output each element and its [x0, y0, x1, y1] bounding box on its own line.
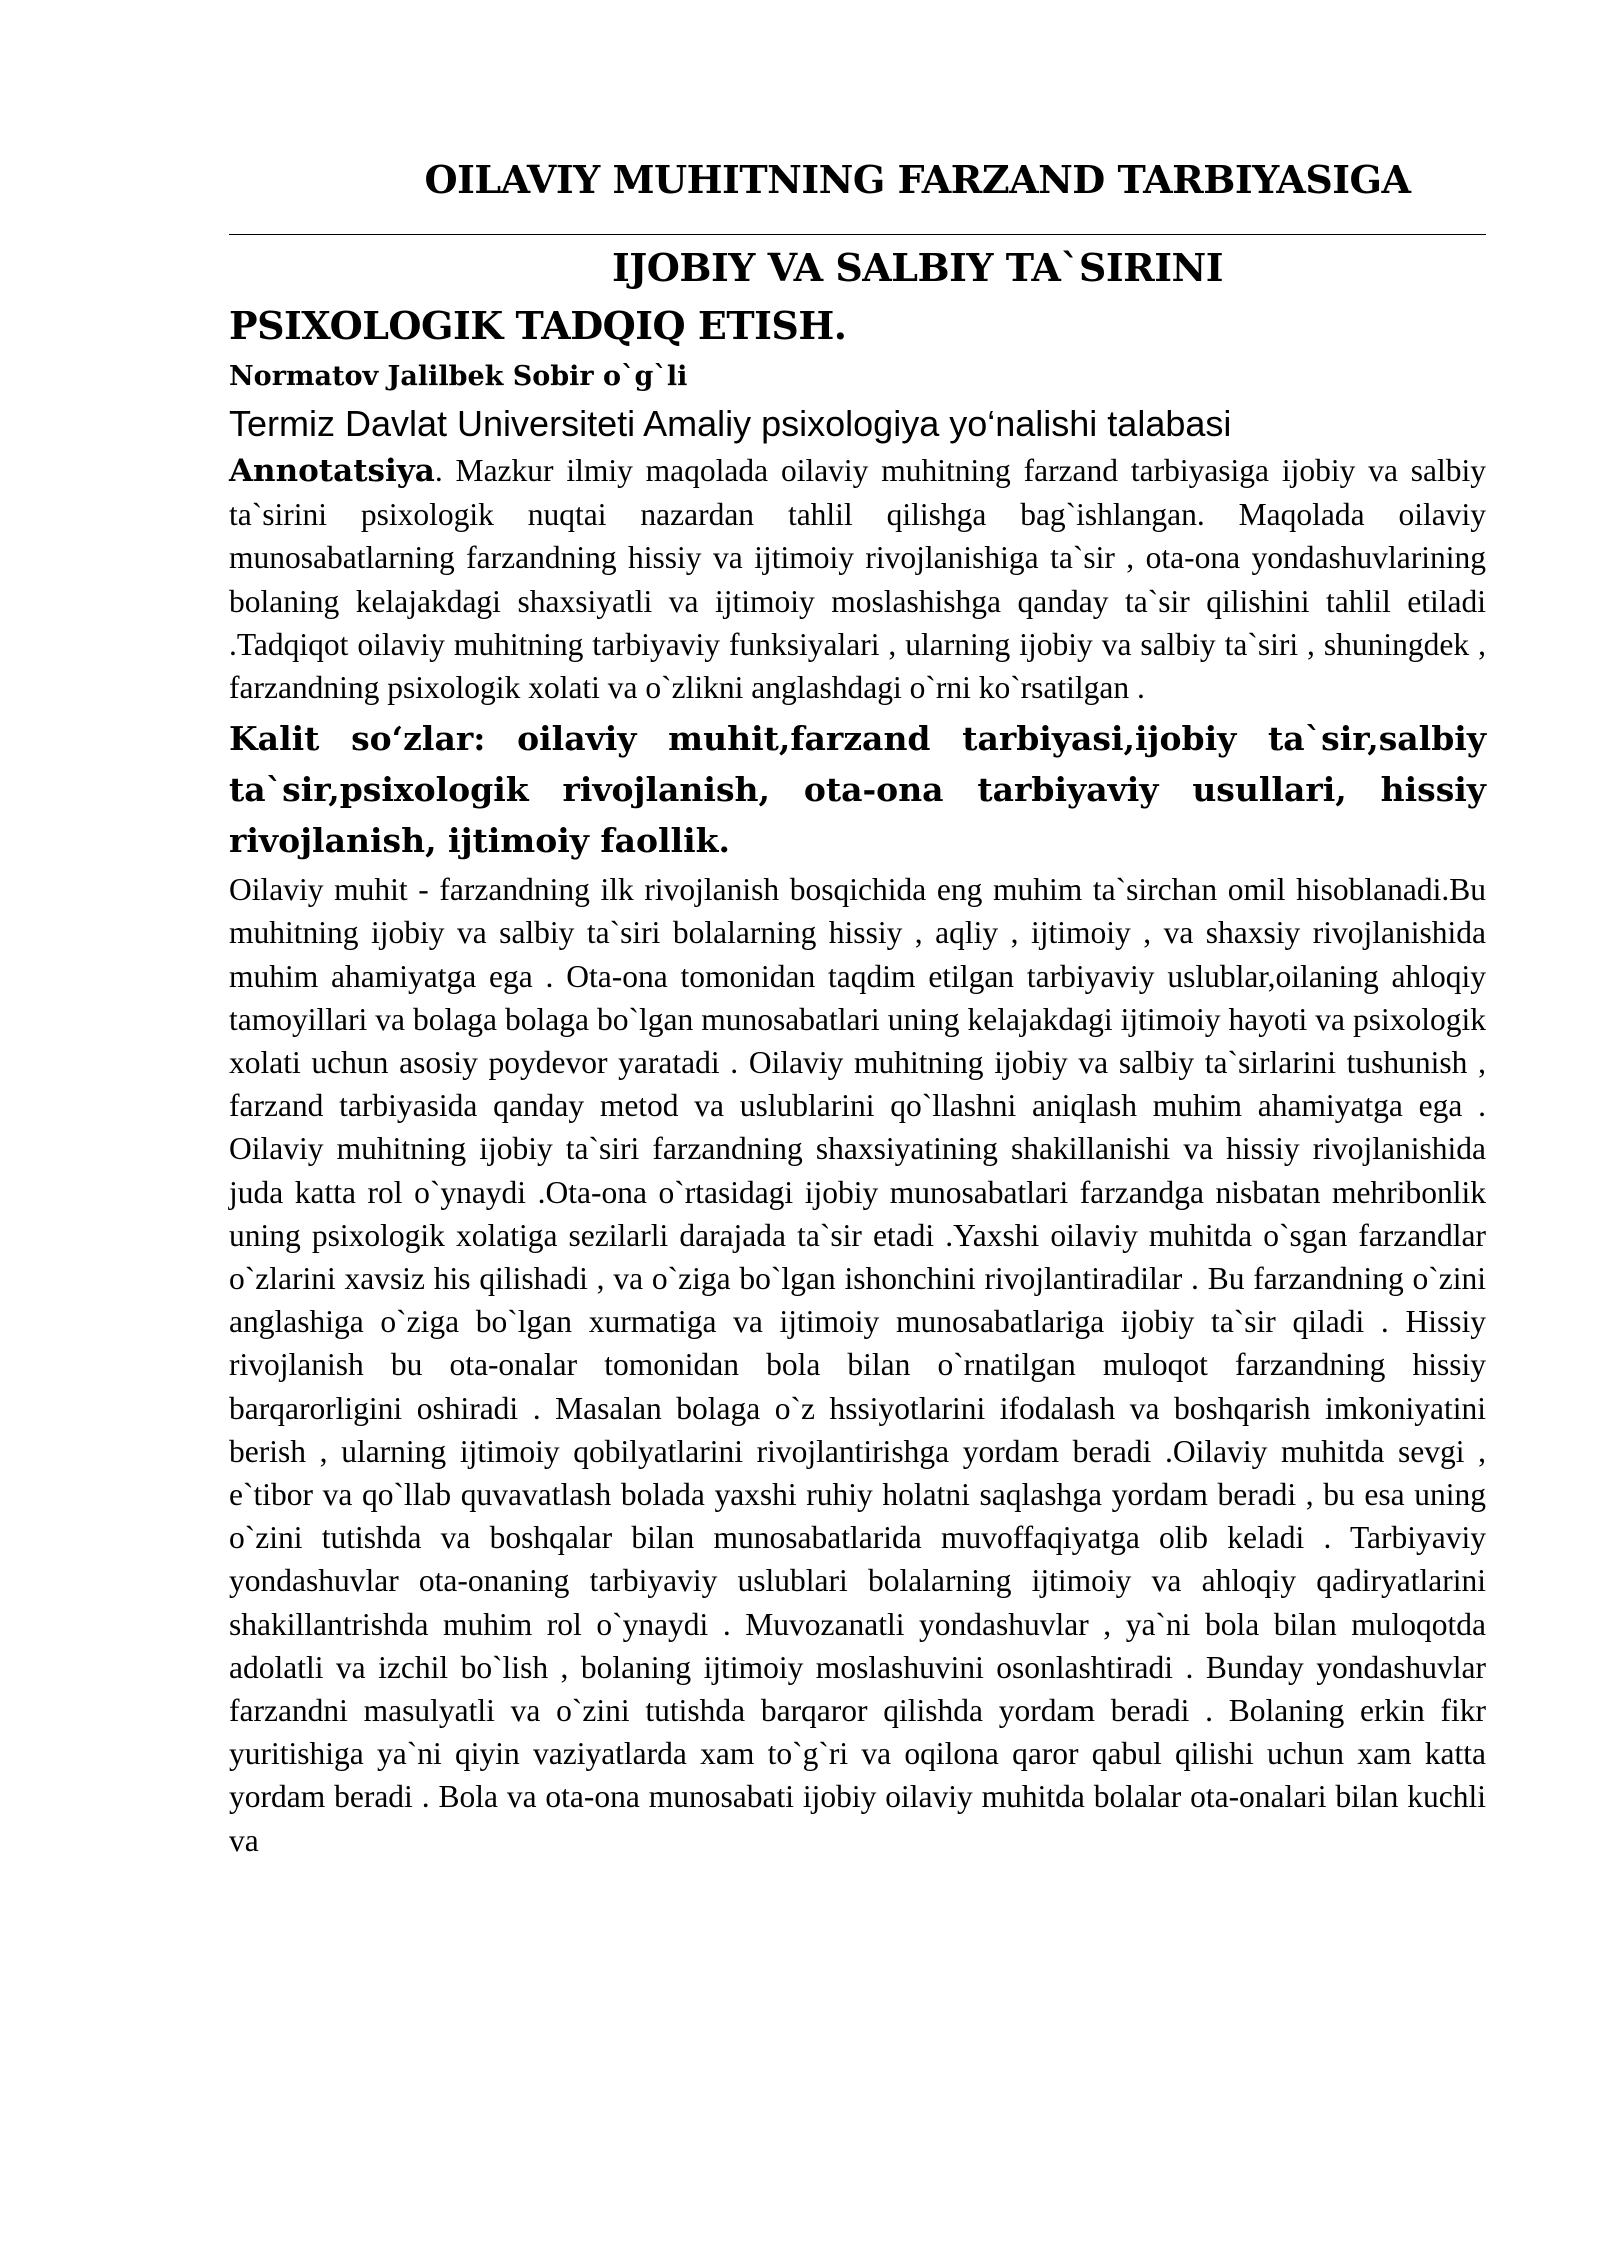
annotation-label: Annotatsiya: [229, 453, 435, 489]
author-affiliation: Termiz Davlat Universiteti Amaliy psixologiya yo‘nalishi talabasi: [229, 403, 1232, 444]
title-line-3: PSIXOLOGIK TADQIQ ETISH.: [229, 303, 847, 348]
title-divider: [229, 234, 1486, 235]
body-paragraph: Oilaviy muhit - farzandning ilk rivojlanish bosqichida eng muhim ta`sirchan omil hisoblanadi.Bu muhitning ijobiy va salbiy ta`siri bolalarning hissiy , aqliy , ijtimoiy , va shaxsiy rivojlanishida muhim ahamiyatga ega . Ota-ona tomonidan taqdim etilgan tarbiyaviy uslublar,oilaning ahloqiy tamoyillari va bolaga bolaga bo`lgan munosabatlari uning kelajakdagi ijtimoiy hayoti va psixologik xolati uchun asosiy poydevor yaratadi . Oilaviy muhitning ijobiy va salbiy ta`sirlarini tushunish , farzand tarbiyasida qanday metod va uslublarini qo`llashni aniqlash muhim ahamiyatga ega . Oilaviy muhitning ijobiy ta`siri farzandning shaxsiyatining shakillanishi va hissiy rivojlanishida juda katta rol o`ynaydi .Ota-ona o`rtasidagi ijobiy munosabatlari farzandga nisbatan mehribonlik uning psixologik xolatiga sezilarli darajada ta`sir etadi .Yaxshi oilaviy muhitda o`sgan farzandlar o`zlarini xavsiz his qilishadi , va o`ziga bo`lgan ishonchini rivojlantiradilar . Bu farzandning o`zini anglashiga o`ziga bo`lgan xurmatiga va ijtimoiy munosabatlariga ijobiy ta`sir qiladi . Hissiy rivojlanish bu ota-onalar tomonidan bola bilan o`rnatilgan muloqot farzandning hissiy barqarorligini oshiradi . Masalan bolaga o`z hssiyotlarini ifodalash va boshqarish imkoniyatini berish , ularning ijtimoiy qobilyatlarini rivojlantirishga yordam beradi .Oilaviy muhitda sevgi , e`tibor va qo`llab quvavatlash bolada yaxshi ruhiy holatni saqlashga yordam beradi , bu esa uning o`zini tutishda va boshqalar bilan munosabatlarida muvoffaqiyatga olib keladi . Tarbiyaviy yondashuvlar ota-onaning tarbiyaviy uslublari bolalarning ijtimoiy va ahloqiy qadiryatlarini shakillantrishda muhim rol o`ynaydi . Muvozanatli yondashuvlar , ya`ni bola bilan muloqotda adolatli va izchil bo`lish , bolaning ijtimoiy moslashuvini osonlashtiradi . Bunday yondashuvlar farzandni masulyatli va o`zini tutishda barqaror qilishda yordam beradi . Bolaning erkin fikr yuritishiga ya`ni qiyin vaziyatlarda xam to`g`ri va oqilona qaror qabul qilishi uchun xam katta yordam beradi . Bola va ota-ona munosabati ijobiy oilaviy muhitda bolalar ota-onalari bilan kuchli va: [229, 872, 1486, 1858]
document-page: [229, 150, 1486, 1862]
title-line-1: OILAVIY MUHITNING FARZAND TARBIYASIGA: [424, 157, 1411, 202]
annotation-text: . Mazkur ilmiy maqolada oilaviy muhitning farzand tarbiyasiga ijobiy va salbiy ta`sirini psixologik nuqtai nazardan tahlil qilishga bag`ishlangan. Maqolada oilaviy munosabatlarning farzandning hissiy va ijtimoiy rivojlanishiga ta`sir , ota-ona yondashuvlarining bolaning kelajakdagi shaxsiyatli va ijtimoiy moslashishga qanday ta`sir qilishini tahlil etiladi .Tadqiqot oilaviy muhitning tarbiyaviy funksiyalari , ularning ijobiy va salbiy ta`siri , shuningdek , farzandning psixologik xolati va o`zlikni anglashdagi o`rni ko`rsatilgan .: [229, 453, 1486, 706]
keywords-paragraph: Kalit so‘zlar: oilaviy muhit,farzand tarbiyasi,ijobiy ta`sir,salbiy ta`sir,psixologik rivojlanish, ota-ona tarbiyaviy usullari, hissiy rivojlanish, ijtimoiy faollik.: [229, 719, 1486, 861]
title-line-2: IJOBIY VA SALBIY TA`SIRINI: [611, 245, 1223, 290]
author-name: Normatov Jalilbek Sobir o`g`li: [229, 361, 688, 392]
annotation-paragraph: [229, 449, 1486, 709]
